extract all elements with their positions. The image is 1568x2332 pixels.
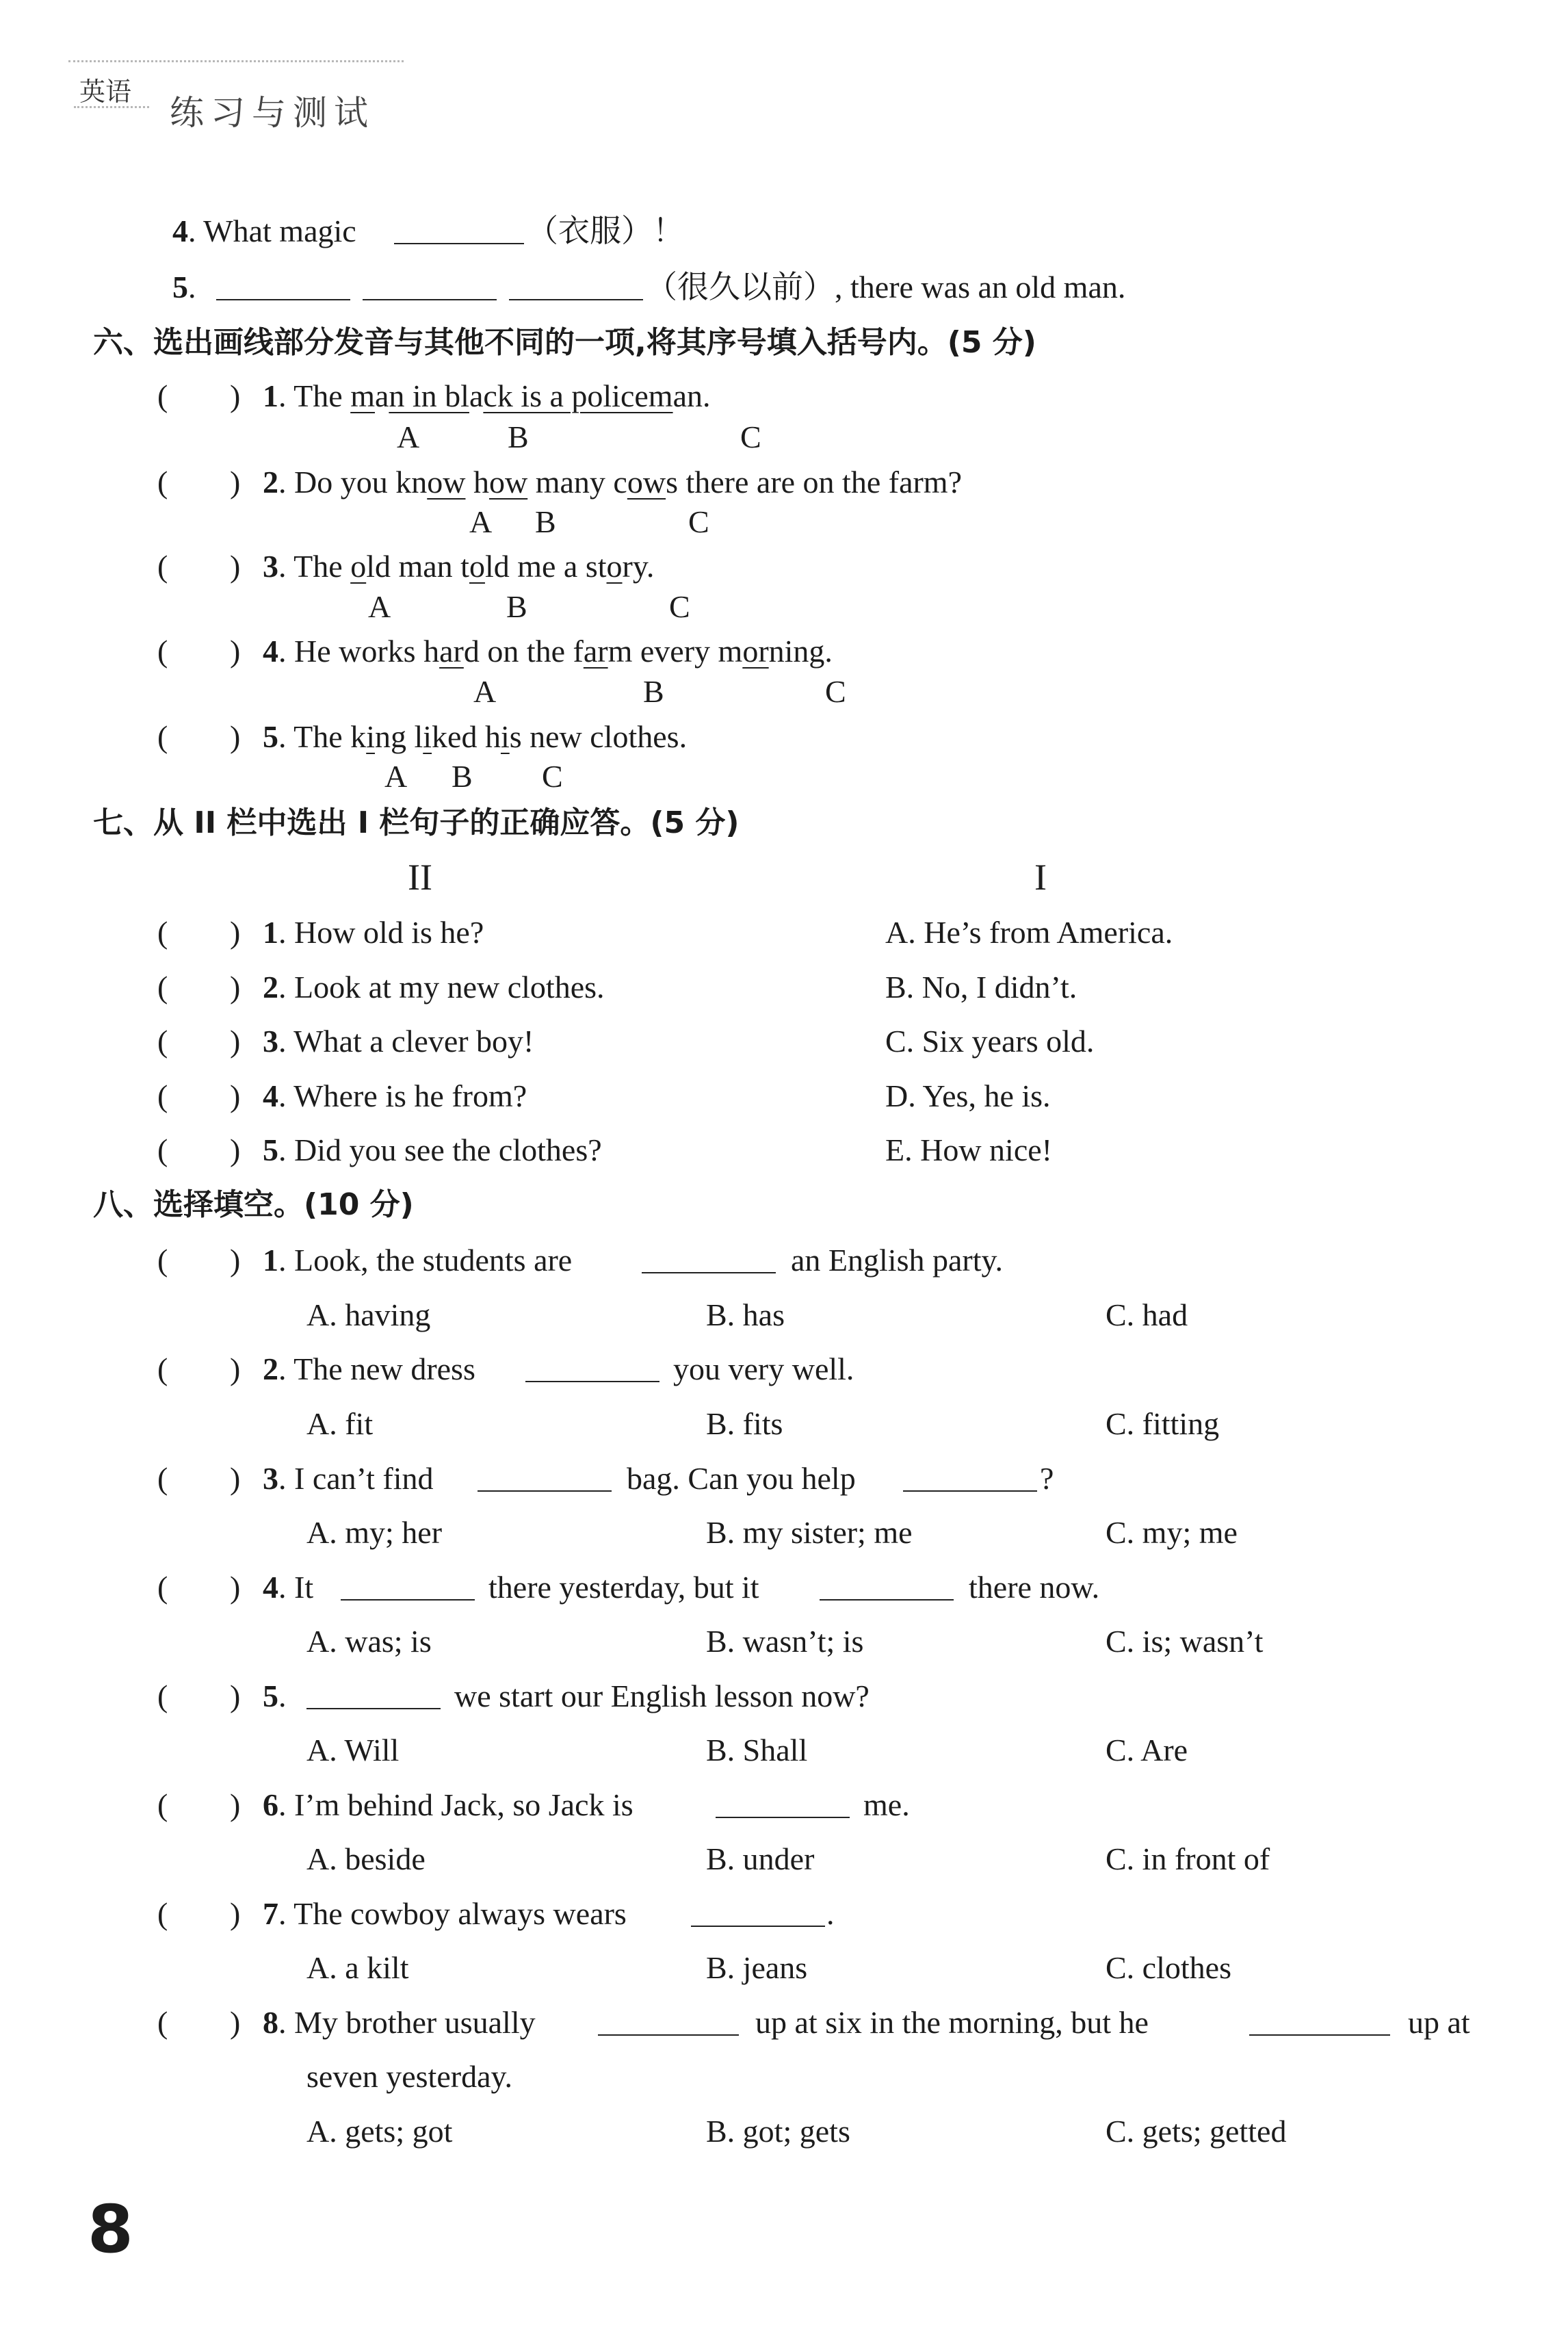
option-a: A. having (306, 1297, 431, 1332)
question-hint: （衣服）！ (527, 213, 684, 248)
question-text: up at six in the morning, but he (755, 2005, 1149, 2040)
question-number: 4 (263, 1078, 278, 1113)
option-letter: A (368, 589, 391, 624)
option-b: B. jeans (706, 1950, 808, 1985)
option-a: A. beside (306, 1841, 426, 1876)
response-option: B. No, I didn’t. (885, 970, 1077, 1005)
option-b: B. my sister; me (706, 1515, 913, 1550)
answer-bracket-close[interactable]: ) (230, 1461, 241, 1496)
option-b: B. got; gets (706, 2114, 850, 2149)
option-b: B. has (706, 1297, 785, 1332)
option-letter: B (452, 759, 473, 794)
answer-bracket-close[interactable]: ) (230, 1132, 241, 1167)
answer-blank[interactable] (363, 269, 497, 300)
answer-blank[interactable] (525, 1351, 659, 1382)
question-text: . I can’t find (278, 1461, 434, 1496)
answer-blank[interactable] (598, 2004, 739, 2036)
question-text: . Look, the students are (278, 1243, 573, 1278)
response-option: A. He’s from America. (885, 915, 1173, 950)
option-letter: A (469, 504, 493, 539)
answer-blank[interactable] (642, 1242, 776, 1273)
column-header-left: II (408, 857, 432, 898)
question-text-continued: seven yesterday. (306, 2059, 512, 2094)
question-text: . How old is he? (278, 915, 484, 950)
answer-bracket-open[interactable]: ( (157, 1024, 168, 1059)
section-6-title: 六、选出画线部分发音与其他不同的一项,将其序号填入括号内。(5 分) (93, 325, 1036, 360)
question-text: ? (1040, 1461, 1054, 1496)
matching-row (0, 963, 1568, 1011)
answer-bracket-open[interactable]: ( (157, 634, 168, 669)
option-c: C. fitting (1106, 1406, 1220, 1441)
question-text: bag. Can you help (627, 1461, 856, 1496)
subject-divider (74, 106, 149, 108)
question-number: 1 (263, 915, 278, 950)
question-number: 3 (263, 1461, 278, 1496)
answer-bracket-close[interactable]: ) (230, 465, 241, 500)
answer-bracket-close[interactable]: ) (230, 1351, 241, 1386)
question-text: . (188, 270, 196, 305)
answer-bracket-close[interactable]: ) (230, 378, 241, 413)
option-c: C. clothes (1106, 1950, 1231, 1985)
answer-blank[interactable] (1249, 2004, 1390, 2036)
question-text: . What magic (188, 213, 356, 248)
question-text: . What a clever boy! (278, 1024, 534, 1059)
response-option: D. Yes, he is. (885, 1078, 1051, 1113)
answer-blank[interactable] (903, 1460, 1037, 1492)
option-a: A. a kilt (306, 1950, 409, 1985)
option-letter: B (506, 589, 527, 624)
section-7-title: 七、从 II 栏中选出 I 栏句子的正确应答。(5 分) (93, 805, 740, 840)
answer-bracket-open[interactable]: ( (157, 1570, 168, 1605)
answer-bracket-close[interactable]: ) (230, 1078, 241, 1113)
option-letter: C (688, 504, 709, 539)
question-text: up at (1408, 2005, 1470, 2040)
question-text: . Where is he from? (278, 1078, 527, 1113)
question-number: 4 (172, 213, 188, 248)
answer-bracket-close[interactable]: ) (230, 549, 241, 584)
page-header (68, 60, 404, 132)
matching-row (0, 1126, 1568, 1174)
answer-bracket-open[interactable]: ( (157, 1351, 168, 1386)
question-number: 1 (263, 1243, 278, 1278)
question-number: 2 (263, 970, 278, 1005)
option-b: B. wasn’t; is (706, 1624, 864, 1659)
question-number: 3 (263, 1024, 278, 1059)
question-text: you very well. (673, 1351, 854, 1386)
question-number: 2 (263, 1351, 278, 1386)
answer-bracket-close[interactable]: ) (230, 1679, 241, 1713)
question-text: . The new dress (278, 1351, 475, 1386)
answer-bracket-close[interactable]: ) (230, 1243, 241, 1278)
option-letter: C (740, 419, 761, 454)
answer-blank[interactable] (394, 213, 524, 244)
option-c: C. in front of (1106, 1841, 1270, 1876)
response-option: C. Six years old. (885, 1024, 1095, 1059)
answer-blank[interactable] (341, 1569, 475, 1601)
question-text: . My brother usually (278, 2005, 536, 2040)
column-header-right: I (1034, 857, 1047, 898)
option-a: A. was; is (306, 1624, 432, 1659)
option-b: B. fits (706, 1406, 783, 1441)
subject-label: 英语 (79, 77, 132, 107)
option-b: B. Shall (706, 1733, 808, 1767)
answer-blank[interactable] (716, 1787, 850, 1818)
question-number: 5 (263, 1132, 278, 1167)
option-letter: C (669, 589, 690, 624)
fill-question-5 (0, 263, 1568, 311)
option-letter: A (473, 674, 497, 709)
question-number: 5 (172, 270, 188, 305)
option-a: A. my; her (306, 1515, 443, 1550)
answer-bracket-open[interactable]: ( (157, 465, 168, 500)
question-text: there yesterday, but it (488, 1570, 759, 1605)
option-a: A. Will (306, 1733, 400, 1767)
option-letter: C (825, 674, 846, 709)
answer-bracket-close[interactable]: ) (230, 2005, 241, 2040)
response-option: E. How nice! (885, 1132, 1052, 1167)
answer-bracket-close[interactable]: ) (230, 1787, 241, 1822)
option-letter: B (535, 504, 556, 539)
question-number: 4 (263, 1570, 278, 1605)
answer-bracket-close[interactable]: ) (230, 1570, 241, 1605)
option-c: C. my; me (1106, 1515, 1238, 1550)
option-letter: B (643, 674, 664, 709)
question-text: . (278, 1679, 287, 1713)
option-letter: A (397, 419, 420, 454)
answer-bracket-close[interactable]: ) (230, 915, 241, 950)
option-a: A. gets; got (306, 2114, 453, 2149)
question-hint: （很久以前）, there was an old man. (646, 270, 1126, 305)
question-number: 3 (263, 549, 278, 584)
question-text: there now. (969, 1570, 1100, 1605)
answer-bracket-open[interactable]: ( (157, 1787, 168, 1822)
question-number: 1 (263, 378, 278, 413)
answer-bracket-close[interactable]: ) (230, 1024, 241, 1059)
option-b: B. under (706, 1841, 815, 1876)
question-number: 5 (263, 1679, 278, 1713)
answer-bracket-close[interactable]: ) (230, 970, 241, 1005)
matching-row (0, 909, 1568, 957)
question-text: . Look at my new clothes. (278, 970, 605, 1005)
question-text: we start our English lesson now? (454, 1679, 870, 1713)
answer-blank[interactable] (478, 1460, 612, 1492)
matching-row (0, 1072, 1568, 1120)
question-text: me. (863, 1787, 910, 1822)
page-number: 8 (88, 2191, 133, 2268)
answer-bracket-open[interactable]: ( (157, 1078, 168, 1113)
question-number: 7 (263, 1896, 278, 1931)
answer-bracket-open[interactable]: ( (157, 1461, 168, 1496)
question-number: 8 (263, 2005, 278, 2040)
matching-row (0, 1018, 1568, 1065)
question-number: 2 (263, 465, 278, 500)
answer-bracket-close[interactable]: ) (230, 719, 241, 754)
section-8-title: 八、选择填空。(10 分) (93, 1187, 414, 1222)
answer-blank[interactable] (216, 269, 350, 300)
question-number: 4 (263, 634, 278, 669)
option-c: C. gets; getted (1106, 2114, 1287, 2149)
fill-question-4 (0, 207, 1568, 255)
answer-bracket-open[interactable]: ( (157, 970, 168, 1005)
question-number: 5 (263, 719, 278, 754)
answer-bracket-close[interactable]: ) (230, 1896, 241, 1931)
answer-bracket-open[interactable]: ( (157, 1896, 168, 1931)
option-c: C. Are (1106, 1733, 1188, 1767)
answer-bracket-close[interactable]: ) (230, 634, 241, 669)
answer-bracket-open[interactable]: ( (157, 1132, 168, 1167)
question-text: an English party. (791, 1243, 1004, 1278)
option-c: C. had (1106, 1297, 1188, 1332)
answer-blank[interactable] (306, 1678, 441, 1709)
answer-bracket-open[interactable]: ( (157, 378, 168, 413)
answer-bracket-open[interactable]: ( (157, 2005, 168, 2040)
question-text: . (826, 1896, 835, 1931)
answer-bracket-open[interactable]: ( (157, 915, 168, 950)
answer-blank[interactable] (820, 1569, 954, 1601)
answer-blank[interactable] (691, 1895, 825, 1927)
option-letter: A (384, 759, 408, 794)
book-title: 练习与测试 (170, 93, 375, 133)
option-a: A. fit (306, 1406, 374, 1441)
option-c: C. is; wasn’t (1106, 1624, 1264, 1659)
answer-bracket-open[interactable]: ( (157, 1243, 168, 1278)
answer-bracket-open[interactable]: ( (157, 1679, 168, 1713)
answer-blank[interactable] (509, 269, 643, 300)
option-letter: C (542, 759, 563, 794)
question-text: . It (278, 1570, 314, 1605)
option-letter: B (508, 419, 529, 454)
question-text: . I’m behind Jack, so Jack is (278, 1787, 633, 1822)
question-number: 6 (263, 1787, 278, 1822)
question-text: . The cowboy always wears (278, 1896, 627, 1931)
question-text: . Did you see the clothes? (278, 1132, 602, 1167)
answer-bracket-open[interactable]: ( (157, 719, 168, 754)
answer-bracket-open[interactable]: ( (157, 549, 168, 584)
